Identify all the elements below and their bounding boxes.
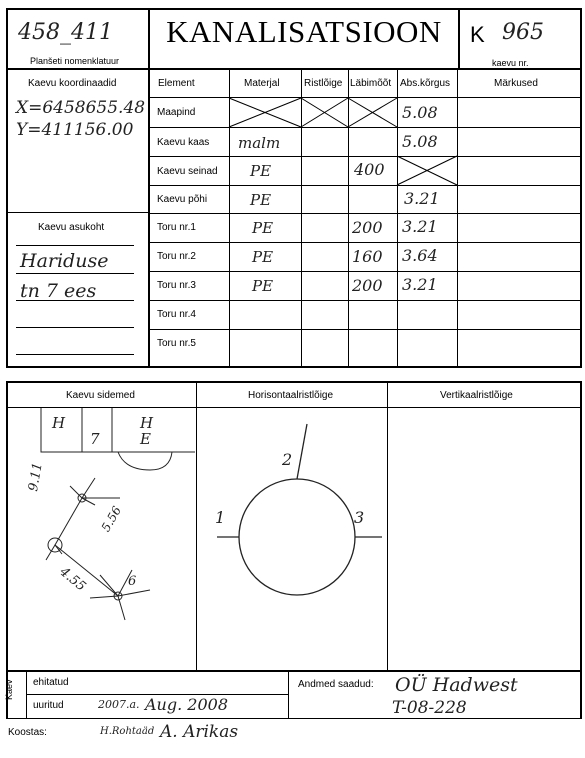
table-cell-height: 3.21	[402, 217, 438, 236]
table-row-element: Toru nr.5	[157, 338, 196, 349]
data-source-label: Andmed saadud:	[298, 679, 374, 690]
pipe-label-1: 1	[215, 508, 226, 527]
data-source-line2: T-08-228	[392, 698, 467, 718]
table-cell-height: 3.21	[402, 275, 438, 294]
table-cell-height: 3.64	[402, 246, 438, 265]
surveyed-hand: Aug. 2008	[145, 695, 228, 714]
table-cell-material: malm	[238, 134, 281, 152]
col-header-diameter: Läbimõõt	[350, 78, 392, 89]
well-number: 965	[502, 20, 544, 45]
nomenclature-value: 458_411	[18, 20, 113, 45]
table-cell-material: PE	[252, 277, 274, 295]
table-cell-material: PE	[250, 162, 272, 180]
table-row-element: Kaevu seinad	[157, 166, 218, 177]
table-cell-material: PE	[252, 248, 274, 266]
table-row-element: Toru nr.2	[157, 251, 196, 262]
data-source-line1: OÜ Hadwest	[395, 674, 518, 696]
table-row-element: Toru nr.4	[157, 309, 196, 320]
coordinate-x: X=6458655.48	[16, 98, 146, 118]
tie-distance-2: 5.56	[98, 503, 125, 535]
tie-label-h2: H	[140, 414, 154, 432]
col-header-element: Element	[158, 78, 195, 89]
col-header-height: Abs.kõrgus	[400, 78, 451, 89]
col-header-notes: Märkused	[494, 78, 538, 89]
well-prefix: K	[470, 22, 485, 47]
table-cell-diameter: 200	[352, 276, 383, 295]
author-label: Koostas:	[8, 727, 47, 738]
table-cell-height: 5.08	[402, 103, 438, 122]
table-row-element: Kaevu kaas	[157, 137, 210, 148]
table-cell-material: PE	[250, 191, 272, 209]
table-cell-material: PE	[252, 219, 274, 237]
table-cell-diameter: 160	[352, 247, 383, 266]
location-label: Kaevu asukoht	[38, 222, 105, 233]
table-row-element: Toru nr.1	[157, 222, 196, 233]
vertical-section-label: Vertikaalristlõige	[440, 390, 513, 401]
table-row-element: Kaevu põhi	[157, 194, 208, 205]
table-row-element: Maapind	[157, 107, 196, 118]
page-title: KANALISATSIOON	[166, 14, 442, 49]
tie-label-h1: H	[52, 414, 66, 432]
table-row-element: Toru nr.3	[157, 280, 196, 291]
tie-distance-1: 9.11	[26, 461, 46, 493]
table-cell-diameter: 400	[354, 160, 385, 179]
location-line2: tn 7 ees	[20, 280, 97, 302]
ties-label: Kaevu sidemed	[66, 390, 135, 401]
surveyed-label: uuritud	[33, 700, 64, 711]
coordinates-label: Kaevu koordinaadid	[28, 78, 117, 89]
author-hand: A. Arikas	[160, 722, 239, 742]
author-printed: H.Rohtaäd	[100, 726, 155, 737]
tie-distance-4: 6	[128, 574, 137, 589]
nomenclature-label: Planšeti nomenklatuur	[30, 56, 120, 66]
pipe-label-3: 3	[354, 508, 365, 527]
table-cell-diameter: 200	[352, 218, 383, 237]
col-header-material: Materjal	[244, 78, 280, 89]
well-label: kaevu nr.	[492, 58, 529, 68]
tie-label-7: 7	[90, 430, 100, 448]
horizontal-section-label: Horisontaalristlõige	[248, 390, 334, 401]
tie-label-e: E	[140, 430, 151, 448]
coordinate-y: Y=411156.00	[16, 120, 134, 140]
pipe-label-2: 2	[282, 450, 293, 469]
built-label: ehitatud	[33, 677, 69, 688]
table-cell-height: 5.08	[402, 132, 438, 151]
location-line1: Hariduse	[20, 250, 109, 272]
side-label: Kaev	[4, 679, 14, 700]
col-header-cross: Ristlõige	[304, 78, 343, 89]
tie-distance-3: 4.55	[56, 564, 89, 595]
table-cell-height: 3.21	[404, 189, 440, 208]
surveyed-printed: 2007.a.	[98, 698, 140, 711]
